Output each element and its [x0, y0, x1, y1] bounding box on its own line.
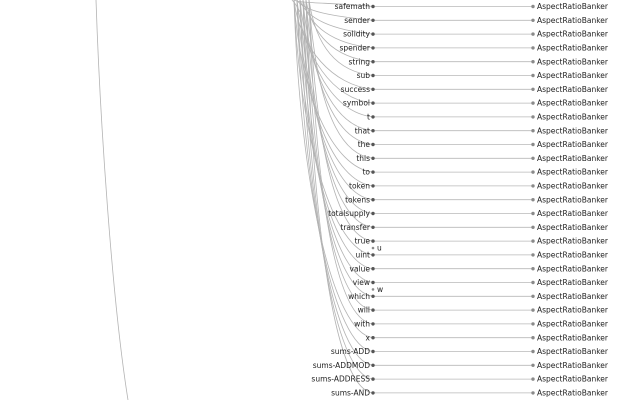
tree-links	[96, 0, 373, 400]
node-label: this	[356, 153, 370, 163]
node-label: string	[348, 57, 370, 67]
tree-row	[350, 264, 609, 273]
node-label: with	[354, 319, 370, 329]
leaf-dot[interactable]	[531, 281, 534, 284]
tree-row	[335, 2, 609, 11]
node-dot[interactable]	[371, 212, 374, 215]
node-dot[interactable]	[371, 46, 374, 49]
leaf-label: AspectRatioBanker	[537, 236, 609, 246]
leaf-label: AspectRatioBanker	[537, 2, 609, 12]
leaf-label: AspectRatioBanker	[537, 222, 609, 232]
tree-row	[343, 99, 609, 108]
leaf-dot[interactable]	[531, 267, 534, 270]
tree-row	[311, 375, 608, 384]
node-label: sums-ADDMOD	[312, 360, 370, 370]
node-dot[interactable]	[371, 350, 374, 353]
tree-row	[358, 140, 609, 149]
leaf-label: AspectRatioBanker	[537, 360, 609, 370]
leaf-label: AspectRatioBanker	[537, 388, 609, 398]
side-node	[372, 285, 383, 294]
leaf-dot[interactable]	[531, 129, 534, 132]
tree-row	[362, 168, 608, 177]
leaf-dot[interactable]	[531, 88, 534, 91]
node-dot[interactable]	[371, 377, 374, 380]
leaf-label: AspectRatioBanker	[537, 98, 609, 108]
leaf-dot[interactable]	[531, 364, 534, 367]
leaf-label: AspectRatioBanker	[537, 278, 609, 288]
leaf-label: AspectRatioBanker	[537, 167, 609, 177]
node-dot[interactable]	[371, 226, 374, 229]
node-dot[interactable]	[371, 322, 374, 325]
tree-row	[341, 85, 609, 94]
leaf-dot[interactable]	[531, 198, 534, 201]
leaf-dot[interactable]	[531, 226, 534, 229]
node-dot[interactable]	[371, 5, 374, 8]
leaf-dot[interactable]	[531, 46, 534, 49]
node-label: the	[357, 140, 370, 150]
leaf-dot[interactable]	[531, 19, 534, 22]
leaf-label: AspectRatioBanker	[537, 319, 609, 329]
leaf-dot[interactable]	[531, 253, 534, 256]
node-dot[interactable]	[371, 157, 374, 160]
node-label: sums-ADDRESS	[311, 374, 370, 384]
node-dot[interactable]	[371, 143, 374, 146]
leaf-dot[interactable]	[531, 5, 534, 8]
node-label: spender	[339, 43, 370, 53]
leaf-label: AspectRatioBanker	[537, 347, 609, 357]
node-label: view	[352, 278, 370, 288]
node-label: transfer	[340, 222, 370, 232]
leaf-dot[interactable]	[531, 101, 534, 104]
tree-row	[345, 195, 609, 204]
node-dot[interactable]	[371, 295, 374, 298]
node-dot[interactable]	[371, 74, 374, 77]
side-node	[372, 244, 382, 253]
tree-row	[331, 347, 609, 356]
tree-row	[355, 126, 609, 135]
tree-row	[356, 154, 609, 163]
leaf-dot[interactable]	[531, 295, 534, 298]
leaf-dot[interactable]	[531, 74, 534, 77]
node-label: x	[365, 333, 370, 343]
node-dot[interactable]	[371, 281, 374, 284]
tree-rows	[311, 2, 608, 397]
node-dot[interactable]	[371, 101, 374, 104]
node-label: totalsupply	[328, 209, 370, 219]
node-label: true	[354, 236, 370, 246]
tree-row	[340, 44, 609, 53]
node-dot[interactable]	[371, 129, 374, 132]
tree-row	[344, 16, 609, 25]
node-dot[interactable]	[371, 19, 374, 22]
leaf-label: AspectRatioBanker	[537, 291, 609, 301]
leaf-label: AspectRatioBanker	[537, 126, 609, 136]
node-dot[interactable]	[371, 60, 374, 63]
node-label: uint	[355, 250, 370, 260]
node-label: will	[357, 305, 370, 315]
leaf-dot[interactable]	[531, 377, 534, 380]
leaf-dot[interactable]	[531, 322, 534, 325]
tree-row	[357, 71, 609, 80]
leaf-label: AspectRatioBanker	[537, 71, 609, 81]
node-label: that	[354, 126, 370, 136]
node-dot[interactable]	[371, 336, 374, 339]
node-label: value	[349, 264, 370, 274]
side-node-dot[interactable]	[372, 247, 375, 250]
node-label: sums-ADD	[330, 347, 370, 357]
side-node-label: w	[377, 285, 384, 294]
leaf-dot[interactable]	[531, 336, 534, 339]
leaf-label: AspectRatioBanker	[537, 153, 609, 163]
node-label: sums-AND	[331, 388, 370, 398]
tree-row	[348, 292, 609, 301]
leaf-label: AspectRatioBanker	[537, 209, 609, 219]
leaf-label: AspectRatioBanker	[537, 112, 609, 122]
leaf-label: AspectRatioBanker	[537, 57, 609, 67]
leaf-dot[interactable]	[531, 308, 534, 311]
node-label: sub	[356, 71, 370, 81]
leaf-label: AspectRatioBanker	[537, 374, 609, 384]
leaf-dot[interactable]	[531, 350, 534, 353]
leaf-label: AspectRatioBanker	[537, 140, 609, 150]
leaf-dot[interactable]	[531, 212, 534, 215]
tree-row	[355, 251, 608, 260]
leaf-label: AspectRatioBanker	[537, 181, 609, 191]
node-label: safemath	[334, 2, 370, 12]
leaf-label: AspectRatioBanker	[537, 195, 609, 205]
node-label: tokens	[345, 195, 370, 205]
leaf-label: AspectRatioBanker	[537, 264, 609, 274]
leaf-dot[interactable]	[531, 115, 534, 118]
node-dot[interactable]	[371, 184, 374, 187]
node-dot[interactable]	[371, 253, 374, 256]
leaf-label: AspectRatioBanker	[537, 305, 609, 315]
node-dot[interactable]	[371, 364, 374, 367]
tree-row	[367, 113, 609, 122]
node-label: t	[367, 112, 370, 122]
leaf-dot[interactable]	[531, 184, 534, 187]
tree-row	[328, 209, 609, 218]
node-label: solidity	[343, 29, 370, 39]
node-label: sender	[344, 15, 370, 25]
tree-row	[358, 306, 609, 315]
node-dot[interactable]	[371, 239, 374, 242]
tree-row	[343, 30, 609, 39]
side-node-dot[interactable]	[372, 288, 375, 291]
leaf-label: AspectRatioBanker	[537, 84, 609, 94]
node-dot[interactable]	[371, 170, 374, 173]
node-label: success	[340, 84, 370, 94]
node-dot[interactable]	[371, 115, 374, 118]
leaf-dot[interactable]	[531, 170, 534, 173]
node-dot[interactable]	[371, 32, 374, 35]
leaf-label: AspectRatioBanker	[537, 29, 609, 39]
node-dot[interactable]	[371, 88, 374, 91]
leaf-dot[interactable]	[531, 32, 534, 35]
leaf-dot[interactable]	[531, 391, 534, 394]
tree-row	[354, 320, 609, 329]
leaf-label: AspectRatioBanker	[537, 15, 609, 25]
leaf-dot[interactable]	[531, 239, 534, 242]
tree-row	[348, 57, 608, 66]
tree-row	[353, 278, 609, 287]
tree-row	[331, 389, 609, 398]
node-label: which	[348, 291, 370, 301]
tree-row	[313, 361, 609, 370]
leaf-label: AspectRatioBanker	[537, 43, 609, 53]
branch-link	[96, 0, 128, 400]
tree-row	[340, 223, 609, 232]
leaf-dot[interactable]	[531, 60, 534, 63]
node-dot[interactable]	[371, 267, 374, 270]
node-label: to	[362, 167, 370, 177]
leaf-label: AspectRatioBanker	[537, 250, 609, 260]
node-dot[interactable]	[371, 198, 374, 201]
node-dot[interactable]	[371, 308, 374, 311]
node-dot[interactable]	[371, 391, 374, 394]
tree-row	[349, 182, 609, 191]
node-label: symbol	[342, 98, 370, 108]
node-label: token	[349, 181, 370, 191]
tree-row	[366, 333, 609, 342]
leaf-label: AspectRatioBanker	[537, 333, 609, 343]
tree-row	[355, 237, 609, 246]
leaf-dot[interactable]	[531, 143, 534, 146]
side-node-label: u	[377, 243, 382, 253]
leaf-dot[interactable]	[531, 157, 534, 160]
